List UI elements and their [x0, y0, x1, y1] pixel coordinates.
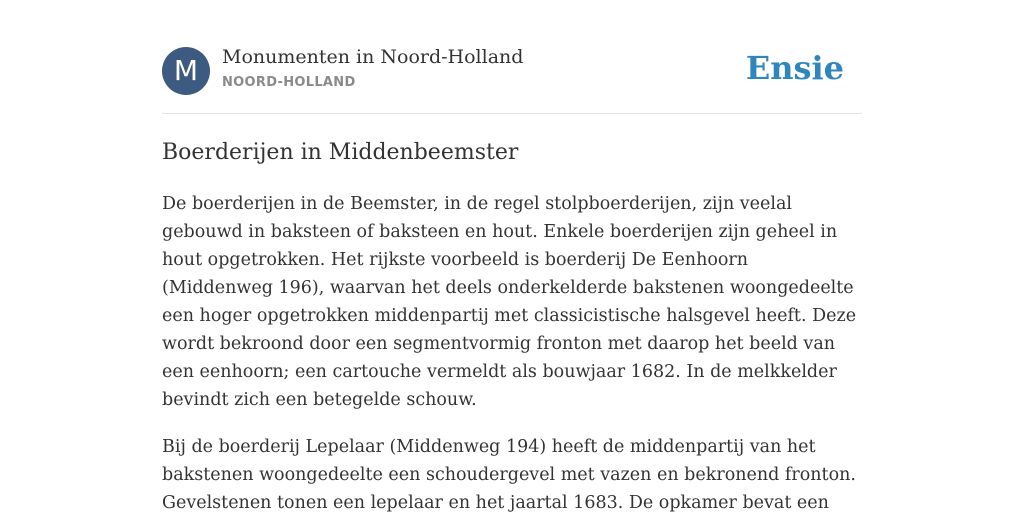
- article-paragraph: De boerderijen in de Beemster, in de regel stolpboerderijen, zijn veelal gebouwd in baksteen of baksteen en hout. Enkele boerderijen zijn geheel in hout opgetrokken. Het rijkste voorbeeld is boerderij De Eenhoorn (Middenweg 196), waarvan het deels onderkelderde bakstenen woongedeelte een hoger opgetrokken middenpartij met classicistische halsgevel heeft. Deze wordt bekroond door een segmentvormig fronton met daarop het beeld van een eenhoorn; een cartouche vermeldt als bouwjaar 1682. In de melkkelder bevindt zich een betegelde schouw.: [162, 194, 857, 410]
- channel-header: [162, 46, 862, 96]
- article-body: [162, 190, 862, 512]
- header-divider: [162, 113, 862, 114]
- brand-logo[interactable]: Ensie: [745, 49, 844, 87]
- article-title: Boerderijen in Middenbeemster: [162, 140, 519, 165]
- channel-title[interactable]: Monumenten in Noord-Holland: [222, 46, 524, 68]
- avatar[interactable]: M: [162, 47, 210, 95]
- channel-subtitle[interactable]: NOORD-HOLLAND: [222, 75, 356, 90]
- article-paragraph: Bij de boerderij Lepelaar (Middenweg 194) heeft de middenpartij van het bakstenen woongedeelte een schoudergevel met vazen en bekronend fronton. Gevelstenen tonen een lepelaar en het jaartal 1683. De opkamer bevat een: [162, 437, 856, 512]
